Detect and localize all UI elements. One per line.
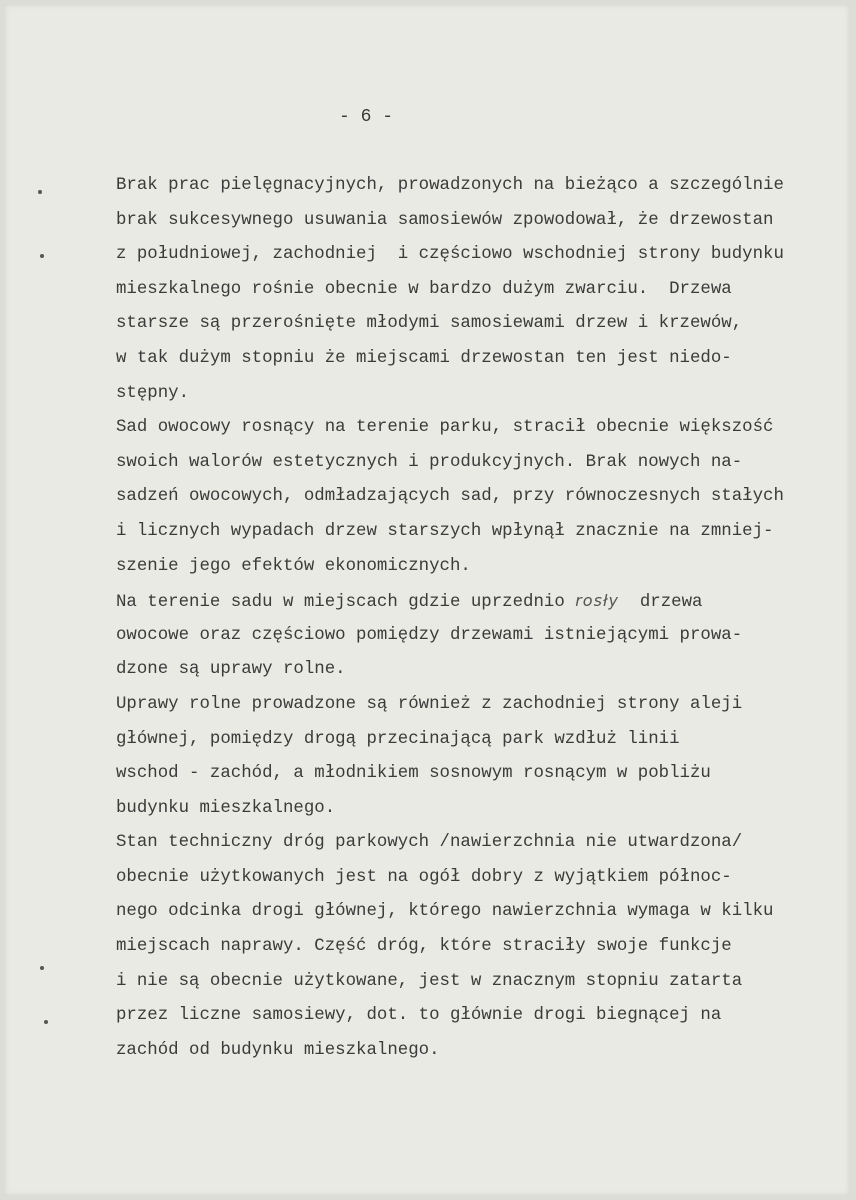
text-line: miejscach naprawy. Część dróg, które straciły swoje funkcje <box>116 937 732 957</box>
margin-mark <box>40 254 44 258</box>
text-line: wschod - zachód, a młodnikiem sosnowym rosnącym w pobliżu <box>116 764 711 784</box>
text-line: nego odcinka drogi głównej, którego nawierzchnia wymaga w kilku <box>116 902 774 922</box>
text-line: Sad owocowy rosnący na terenie parku, stracił obecnie większość <box>116 418 774 438</box>
text-line: sadzeń owocowych, odmładzających sad, przy równoczesnych stałych <box>116 487 784 507</box>
text-line: w tak dużym stopniu że miejscami drzewostan ten jest niedo- <box>116 348 732 368</box>
margin-mark <box>44 1020 48 1024</box>
text-line: brak sukcesywnego usuwania samosiewów zpowodował, że drzewostan <box>116 210 774 230</box>
text-line: z południowej, zachodniej i częściowo wschodniej strony budynku <box>116 245 784 265</box>
text-line: starsze są przerośnięte młodymi samosiewami drzew i krzewów, <box>116 314 743 334</box>
text-line: obecnie użytkowanych jest na ogół dobry z wyjątkiem północ- <box>116 867 732 887</box>
text-line: szenie jego efektów ekonomicznych. <box>116 556 471 576</box>
text-line: zachód od budynku mieszkalnego. <box>116 1040 440 1060</box>
text-line: mieszkalnego rośnie obecnie w bardzo dużym zwarciu. Drzewa <box>116 279 732 299</box>
text-line: i licznych wypadach drzew starszych wpłynął znacznie na zmniej- <box>116 521 774 541</box>
page-number: - 6 - <box>339 107 394 127</box>
text-line: Stan techniczny dróg parkowych /nawierzchnia nie utwardzona/ <box>116 833 743 853</box>
document-page <box>4 4 850 1196</box>
text-line: stępny. <box>116 383 190 403</box>
text-line: głównej, pomiędzy drogą przecinającą park wzdłuż linii <box>116 729 680 749</box>
document-body <box>116 169 784 1068</box>
margin-mark <box>38 190 42 194</box>
text-line: budynku mieszkalnego. <box>116 798 336 818</box>
text-line-with-handwriting <box>116 584 784 619</box>
typed-text: drzewa <box>618 593 703 613</box>
text-line: dzone są uprawy rolne. <box>116 660 346 680</box>
handwritten-insertion: rosły <box>575 591 619 611</box>
text-line: Uprawy rolne prowadzone są również z zachodniej strony aleji <box>116 694 743 714</box>
text-line: i nie są obecnie użytkowane, jest w znacznym stopniu zatarta <box>116 971 743 991</box>
text-line: Brak prac pielęgnacyjnych, prowadzonych na bieżąco a szczególnie <box>116 176 784 195</box>
text-line: swoich walorów estetycznych i produkcyjnych. Brak nowych na- <box>116 452 743 472</box>
text-line: przez liczne samosiewy, dot. to głównie drogi biegnącej na <box>116 1006 722 1026</box>
typed-text: Na terenie sadu w miejscach gdzie uprzednio <box>116 593 576 613</box>
margin-mark <box>40 966 44 970</box>
text-line: owocowe oraz częściowo pomiędzy drzewami istniejącymi prowa- <box>116 625 743 645</box>
